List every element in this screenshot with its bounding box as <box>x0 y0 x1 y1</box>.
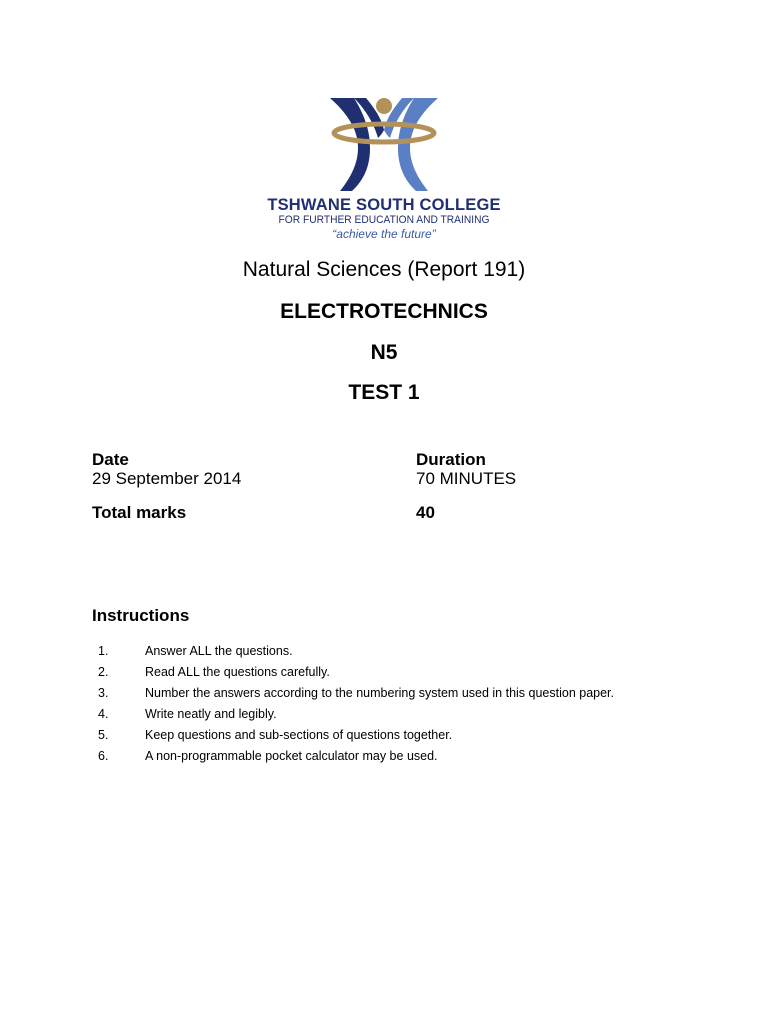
instruction-item <box>0 707 768 728</box>
instruction-number: 4. <box>98 707 109 721</box>
instruction-item <box>0 665 768 686</box>
instruction-text: Keep questions and sub-sections of questions together. <box>145 728 453 742</box>
instructions-heading: Instructions <box>92 606 190 625</box>
instructions-list <box>0 644 768 770</box>
instruction-text: Read ALL the questions carefully. <box>145 665 330 679</box>
instruction-item <box>0 749 768 770</box>
college-emblem-icon <box>324 96 444 192</box>
instruction-text: A non-programmable pocket calculator may be used. <box>145 749 438 763</box>
test-title: TEST 1 <box>348 381 420 404</box>
course-title: ELECTROTECHNICS <box>280 300 488 323</box>
total-marks-value: 40 <box>416 503 435 522</box>
total-marks-label: Total marks <box>92 503 187 522</box>
instruction-number: 1. <box>98 644 109 658</box>
instruction-number: 2. <box>98 665 109 679</box>
college-name: TSHWANE SOUTH COLLEGE <box>267 196 501 214</box>
level-title: N5 <box>370 341 398 364</box>
college-slogan: “achieve the future” <box>332 227 436 241</box>
date-label: Date <box>92 450 129 469</box>
instruction-text: Write neatly and legibly. <box>145 707 277 721</box>
instruction-number: 3. <box>98 686 109 700</box>
college-subtitle: FOR FURTHER EDUCATION AND TRAINING <box>278 214 490 226</box>
duration-label: Duration <box>416 450 486 469</box>
instruction-text: Number the answers according to the numbering system used in this question paper. <box>145 686 615 700</box>
instruction-item <box>0 728 768 749</box>
duration-value: 70 MINUTES <box>416 469 517 488</box>
date-value: 29 September 2014 <box>92 469 242 488</box>
instruction-number: 6. <box>98 749 109 763</box>
instruction-item <box>0 644 768 665</box>
college-logo <box>258 96 510 244</box>
instruction-item <box>0 686 768 707</box>
instruction-number: 5. <box>98 728 109 742</box>
subject-title: Natural Sciences (Report 191) <box>242 258 526 281</box>
instruction-text: Answer ALL the questions. <box>145 644 293 658</box>
